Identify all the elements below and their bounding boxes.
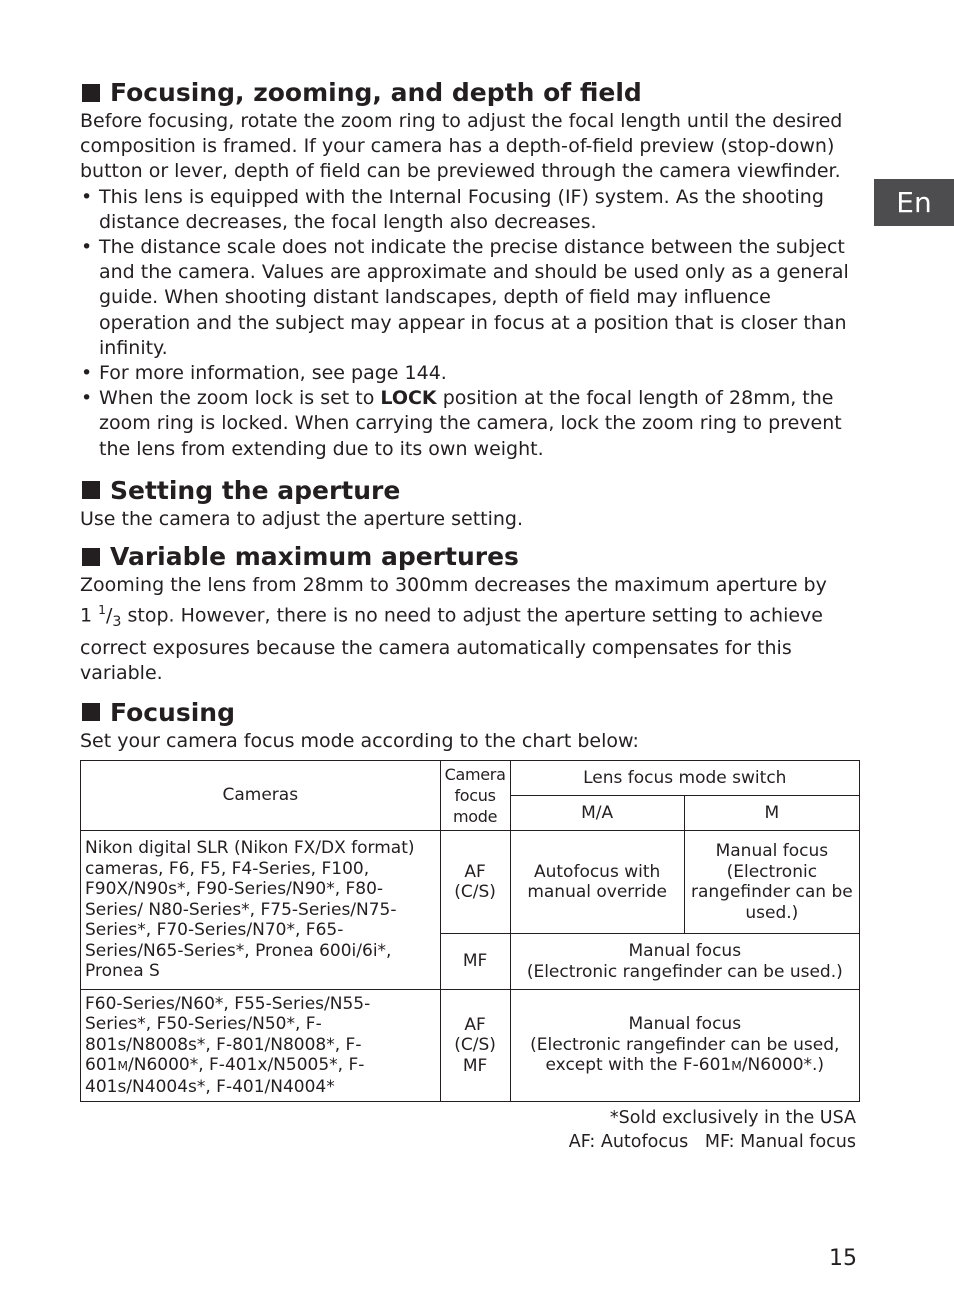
heading-text: Focusing, zooming, and depth of field bbox=[110, 78, 642, 107]
header-m: M bbox=[684, 796, 859, 831]
bullet-item: • The distance scale does not indicate the precise distance between the subject and the camera. Values are approximate and should be used only as a general guide. When shooting distant landscapes, depth of field may influence operation and the subject may appear in focus at a position that is closer than infinity. bbox=[80, 235, 860, 361]
page-content bbox=[80, 76, 860, 1154]
cell-line: /N6000*.) bbox=[741, 1055, 825, 1076]
mode-line: AF bbox=[464, 861, 486, 882]
mode-line: (C/S) bbox=[454, 882, 496, 903]
header-camera-focus-mode bbox=[440, 761, 510, 831]
bullet-item-lock bbox=[80, 386, 860, 462]
note-usa: *Sold exclusively in the USA bbox=[609, 1108, 856, 1129]
cell-line: (Electronic rangefinder can be used.) bbox=[526, 961, 843, 982]
lock-text-after: position at the focal length of 28mm, the zoom ring is locked. When carrying the camera, lock the zoom ring to prevent the lens from extending due to its own weight. bbox=[99, 387, 842, 460]
heading-text: Setting the aperture bbox=[110, 475, 401, 505]
af-ma-cell: Autofocus with manual override bbox=[510, 831, 684, 934]
focusing-bullet-list bbox=[80, 185, 860, 462]
header-mode-line: mode bbox=[452, 807, 498, 827]
header-mode-line: Camera bbox=[444, 765, 506, 785]
mf-cell bbox=[510, 934, 859, 990]
note-abbreviations: AF: Autofocus MF: Manual focus bbox=[568, 1132, 856, 1153]
page-number: 15 bbox=[829, 1246, 857, 1271]
section-heading-variable-apertures bbox=[80, 540, 860, 573]
af-m-cell: Manual focus (Electronic rangefinder can be used.) bbox=[684, 831, 859, 934]
bullet-item: • This lens is equipped with the Internal Focusing (IF) system. As the shooting distance decreases, the focal length also decreases. bbox=[80, 185, 860, 235]
cameras-text: /N6000*, F-401x/N5005*, F-401s/N4004s*, F-401/N4004* bbox=[85, 1055, 365, 1097]
mode-line: (C/S) bbox=[454, 1035, 496, 1056]
section-heading-aperture bbox=[80, 474, 860, 507]
cell-line: (Electronic rangefinder can be used, bbox=[530, 1034, 840, 1055]
cell-line: except with the F-601 bbox=[545, 1055, 732, 1076]
focusing-intro: Before focusing, rotate the zoom ring to adjust the focal length until the desired composition is framed. If your camera has a depth-of-field preview (stop-down) button or lever, depth of field can be previewed through the camera viewfinder. bbox=[80, 110, 843, 183]
group2-switch-cell bbox=[510, 990, 859, 1102]
mode-af bbox=[440, 831, 510, 934]
variable-line1: Zooming the lens from 28mm to 300mm decreases the maximum aperture by bbox=[80, 574, 827, 597]
small-caps-m: M bbox=[731, 1059, 742, 1074]
heading-text: Focusing bbox=[110, 697, 235, 727]
square-bullet-icon bbox=[82, 84, 100, 102]
section-heading-focusing bbox=[80, 696, 860, 729]
lock-keyword: LOCK bbox=[380, 387, 437, 410]
fraction-whole: 1 bbox=[80, 604, 99, 627]
cameras-text: F60-Series/N60*, F55-Series/N55-Series*, F50-Series/N50*, F-801s/N8008s*, F-801/N8008*, F-601 bbox=[85, 993, 371, 1076]
section-heading-focusing-zooming bbox=[80, 76, 860, 109]
lock-text-before: When the zoom lock is set to bbox=[99, 387, 381, 410]
focus-mode-table bbox=[80, 760, 860, 1102]
mode-line: AF bbox=[464, 1014, 486, 1035]
language-tab[interactable]: En bbox=[874, 179, 954, 226]
header-mode-line: focus bbox=[454, 786, 496, 806]
variable-text: Zooming the lens from 28mm to 300mm decreases the maximum aperture by 1 $^1/_3$ stop. However, there is no need to adjust the aperture setting to achieve correct exposures because the camera automatically compensates for this variable. bbox=[80, 574, 827, 684]
bullet-item: • For more information, see page 144. bbox=[80, 361, 860, 386]
header-lens-switch: Lens focus mode switch bbox=[510, 761, 859, 796]
square-bullet-icon bbox=[82, 703, 100, 721]
fraction-numerator: 1 bbox=[98, 603, 106, 618]
fraction-denominator: 3 bbox=[112, 614, 122, 631]
cameras-group-2 bbox=[81, 990, 441, 1102]
focusing-chart-intro: Set your camera focus mode according to the chart below: bbox=[80, 729, 639, 752]
mode-line: MF bbox=[462, 1055, 488, 1076]
square-bullet-icon bbox=[82, 481, 100, 499]
small-caps-m: M bbox=[117, 1059, 129, 1074]
mode-mf: MF bbox=[440, 934, 510, 990]
variable-rest: stop. However, there is no need to adjust the aperture setting to achieve correct exposures because the camera automatically compensates for this variable. bbox=[80, 604, 823, 684]
square-bullet-icon bbox=[82, 548, 100, 566]
mode-af-mf bbox=[440, 990, 510, 1102]
aperture-text: Use the camera to adjust the aperture setting. bbox=[80, 507, 524, 530]
table-notes bbox=[80, 1106, 860, 1154]
heading-text: Variable maximum apertures bbox=[110, 542, 519, 572]
cell-line: Manual focus bbox=[628, 1014, 742, 1035]
header-cameras: Cameras bbox=[81, 761, 441, 831]
cell-line: Manual focus bbox=[628, 941, 742, 962]
header-ma: M/A bbox=[510, 796, 684, 831]
cameras-group-1: Nikon digital SLR (Nikon FX/DX format) cameras, F6, F5, F4-Series, F100, F90X/N90s*, F90-Series/N90*, F80-Series/ N80-Series*, F75-Series/N75-Series*, F70-Series/N70*, F65-Series/N65-Series*, Pronea 600i/6i*, Pronea S bbox=[81, 831, 441, 990]
